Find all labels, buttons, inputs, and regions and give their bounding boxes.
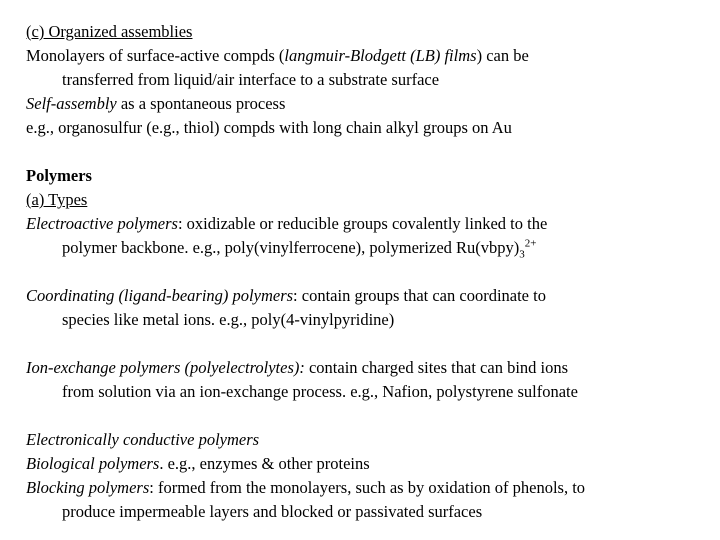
self-assembly-text: as a spontaneous process xyxy=(116,94,286,113)
self-assembly-line xyxy=(26,92,714,116)
ion-exchange-text: contain charged sites that can bind ions xyxy=(304,358,569,377)
ru-subscript: 3 xyxy=(519,248,525,261)
types-heading: (a) Types xyxy=(26,190,88,209)
coordinating-continuation: species like metal ions. e.g., poly(4-vinylpyridine) xyxy=(62,310,395,329)
coordinating-text: : contain groups that can coordinate to xyxy=(293,286,546,305)
blocking-text: : formed from the monolayers, such as by oxidation of phenols, to xyxy=(149,478,586,497)
electroactive-line xyxy=(26,212,714,236)
biological-text: . e.g., enzymes & other proteins xyxy=(159,454,370,473)
coordinating-line xyxy=(26,284,714,308)
electroactive-text: : oxidizable or reducible groups covalently linked to the xyxy=(177,214,548,233)
spacer xyxy=(26,140,714,164)
biological-line xyxy=(26,452,714,476)
organosulfur-example: e.g., organosulfur (e.g., thiol) compds with long chain alkyl groups on Au xyxy=(26,118,512,137)
electroactive-term: Electroactive polymers xyxy=(26,214,178,233)
organized-assemblies-heading: (c) Organized assemblies xyxy=(26,22,193,41)
lb-text-2: ) can be xyxy=(476,46,529,65)
ion-exchange-term: Ion-exchange polymers (polyelectrolytes): xyxy=(26,358,305,377)
lb-films-term: langmuir-Blodgett (LB) films xyxy=(284,46,477,65)
electroactive-cont-text: polymer backbone. e.g., poly(vinylferrocene), polymerized Ru(vbpy) xyxy=(62,238,520,257)
electroactive-continuation xyxy=(26,236,714,260)
blocking-continuation: produce impermeable layers and blocked or passivated surfaces xyxy=(62,502,483,521)
blocking-line xyxy=(26,476,714,500)
spacer xyxy=(26,404,714,428)
polymers-heading: Polymers xyxy=(26,166,92,185)
ru-superscript: 2+ xyxy=(524,237,537,250)
lb-films-continuation: transferred from liquid/air interface to a substrate surface xyxy=(62,70,440,89)
spacer xyxy=(26,332,714,356)
conductive-term: Electronically conductive polymers xyxy=(26,430,260,449)
biological-term: Biological polymers xyxy=(26,454,160,473)
ion-exchange-line xyxy=(26,356,714,380)
coordinating-term: Coordinating (ligand-bearing) polymers xyxy=(26,286,294,305)
spacer xyxy=(26,260,714,284)
lb-text-1: Monolayers of surface-active compds ( xyxy=(26,46,285,65)
blocking-term: Blocking polymers xyxy=(26,478,150,497)
ion-exchange-continuation: from solution via an ion-exchange process. e.g., Nafion, polystyrene sulfonate xyxy=(62,382,578,401)
slide-content xyxy=(26,20,714,524)
self-assembly-term: Self-assembly xyxy=(26,94,117,113)
lb-films-line xyxy=(26,44,714,68)
